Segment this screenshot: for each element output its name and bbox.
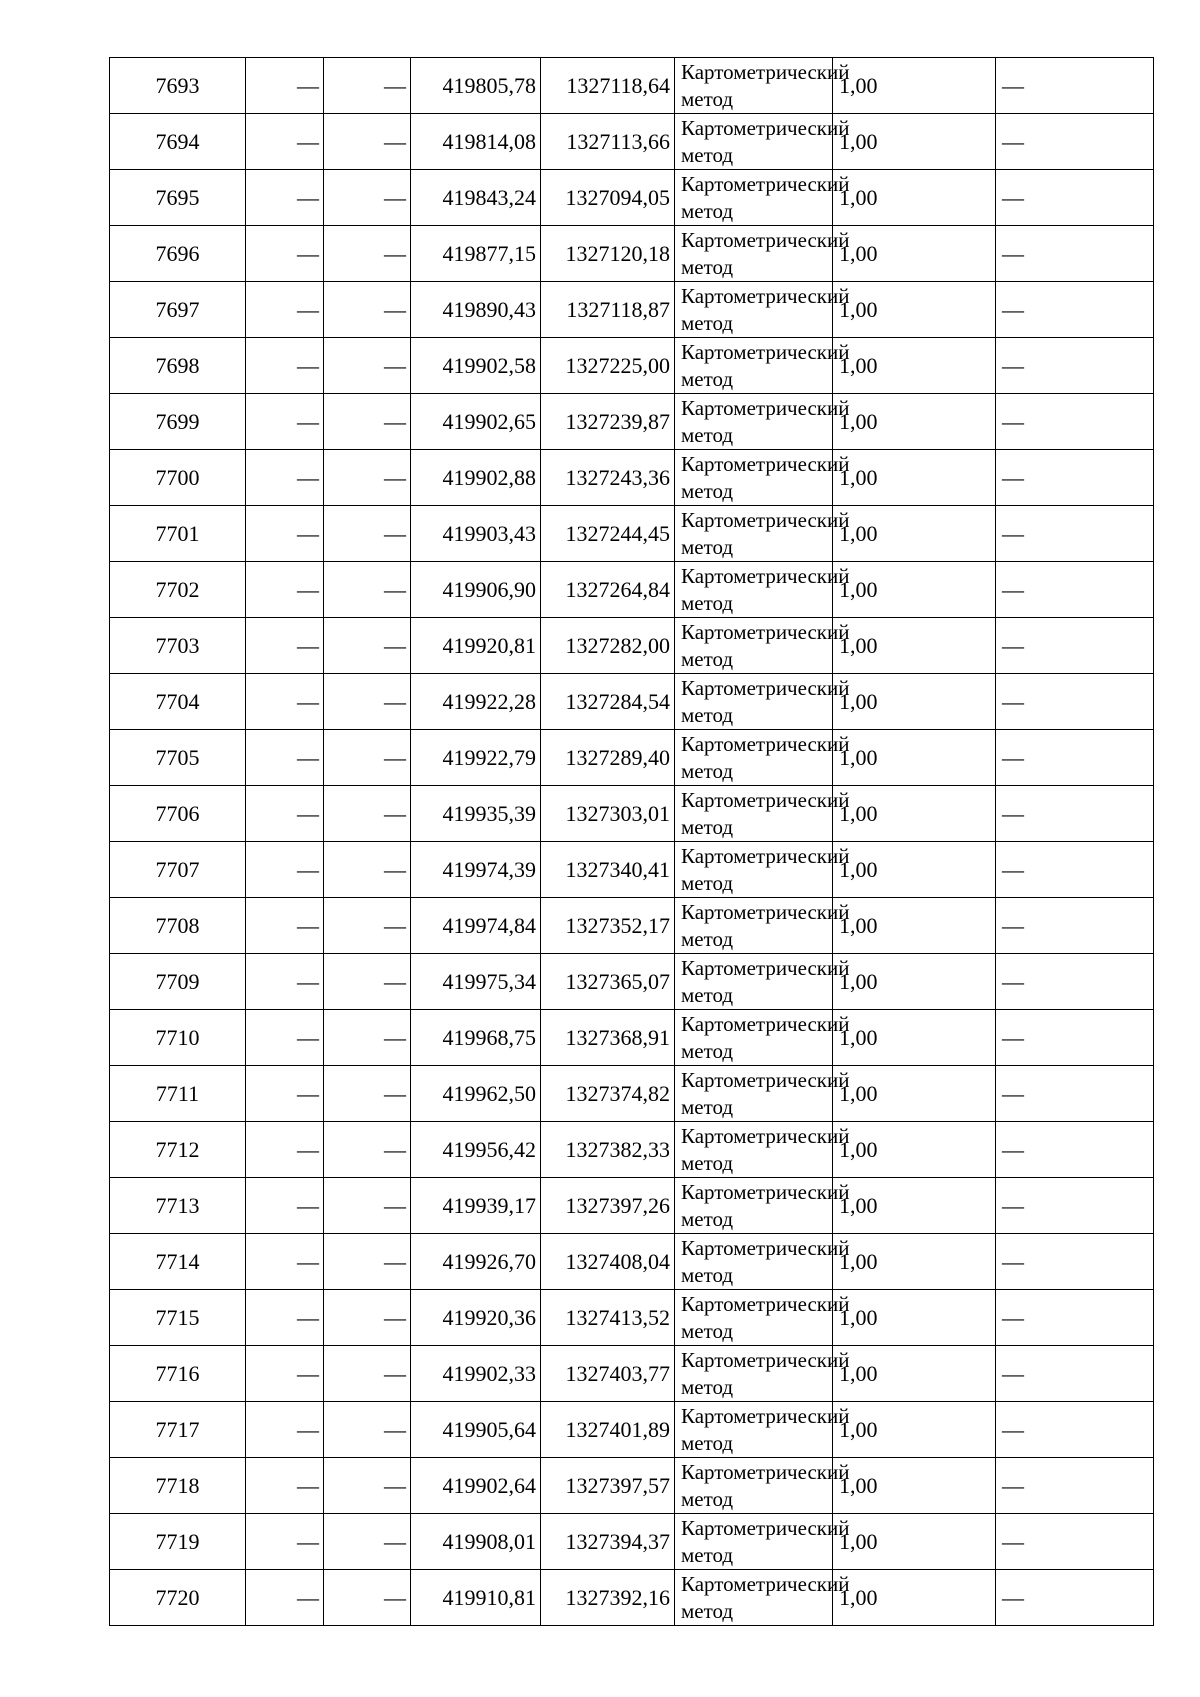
- point-number: 7716: [110, 1346, 246, 1402]
- table-row: [110, 338, 1154, 394]
- y-coordinate: 1327118,64: [541, 58, 675, 114]
- table-row: [110, 618, 1154, 674]
- x-coordinate: 419903,43: [411, 506, 541, 562]
- accuracy-value: 1,00: [833, 1234, 996, 1290]
- method-cell: Картометрический метод: [675, 1514, 833, 1570]
- method-cell: Картометрический метод: [675, 730, 833, 786]
- table-row: [110, 1458, 1154, 1514]
- table-row: [110, 506, 1154, 562]
- empty-value-cell: —: [246, 1234, 324, 1290]
- method-cell: Картометрический метод: [675, 338, 833, 394]
- empty-value-cell: —: [324, 1234, 411, 1290]
- table-row: [110, 1514, 1154, 1570]
- empty-value-cell: —: [324, 1514, 411, 1570]
- point-number: 7715: [110, 1290, 246, 1346]
- table-row: [110, 1346, 1154, 1402]
- x-coordinate: 419877,15: [411, 226, 541, 282]
- y-coordinate: 1327403,77: [541, 1346, 675, 1402]
- x-coordinate: 419902,65: [411, 394, 541, 450]
- accuracy-value: 1,00: [833, 1066, 996, 1122]
- method-cell: Картометрический метод: [675, 1122, 833, 1178]
- method-cell: Картометрический метод: [675, 58, 833, 114]
- method-cell: Картометрический метод: [675, 562, 833, 618]
- empty-value-cell: —: [246, 450, 324, 506]
- empty-value-cell: —: [246, 730, 324, 786]
- point-number: 7717: [110, 1402, 246, 1458]
- method-cell: Картометрический метод: [675, 1402, 833, 1458]
- x-coordinate: 419922,79: [411, 730, 541, 786]
- table-row: [110, 674, 1154, 730]
- y-coordinate: 1327368,91: [541, 1010, 675, 1066]
- table-row: [110, 394, 1154, 450]
- accuracy-value: 1,00: [833, 506, 996, 562]
- x-coordinate: 419926,70: [411, 1234, 541, 1290]
- empty-value-cell: —: [324, 114, 411, 170]
- x-coordinate: 419908,01: [411, 1514, 541, 1570]
- point-number: 7719: [110, 1514, 246, 1570]
- note-cell: —: [996, 786, 1154, 842]
- table-row: [110, 1122, 1154, 1178]
- point-number: 7708: [110, 898, 246, 954]
- table-row: [110, 226, 1154, 282]
- point-number: 7720: [110, 1570, 246, 1626]
- table-row: [110, 1066, 1154, 1122]
- table-row: [110, 450, 1154, 506]
- point-number: 7696: [110, 226, 246, 282]
- x-coordinate: 419905,64: [411, 1402, 541, 1458]
- accuracy-value: 1,00: [833, 954, 996, 1010]
- empty-value-cell: —: [246, 954, 324, 1010]
- x-coordinate: 419814,08: [411, 114, 541, 170]
- point-number: 7702: [110, 562, 246, 618]
- method-cell: Картометрический метод: [675, 1234, 833, 1290]
- y-coordinate: 1327397,57: [541, 1458, 675, 1514]
- point-number: 7699: [110, 394, 246, 450]
- empty-value-cell: —: [324, 1290, 411, 1346]
- note-cell: —: [996, 730, 1154, 786]
- empty-value-cell: —: [246, 114, 324, 170]
- y-coordinate: 1327303,01: [541, 786, 675, 842]
- x-coordinate: 419902,33: [411, 1346, 541, 1402]
- empty-value-cell: —: [324, 1066, 411, 1122]
- empty-value-cell: —: [246, 1178, 324, 1234]
- empty-value-cell: —: [246, 674, 324, 730]
- x-coordinate: 419939,17: [411, 1178, 541, 1234]
- point-number: 7711: [110, 1066, 246, 1122]
- empty-value-cell: —: [324, 954, 411, 1010]
- y-coordinate: 1327239,87: [541, 394, 675, 450]
- empty-value-cell: —: [246, 618, 324, 674]
- method-cell: Картометрический метод: [675, 618, 833, 674]
- point-number: 7707: [110, 842, 246, 898]
- accuracy-value: 1,00: [833, 898, 996, 954]
- note-cell: —: [996, 506, 1154, 562]
- point-number: 7693: [110, 58, 246, 114]
- x-coordinate: 419906,90: [411, 562, 541, 618]
- accuracy-value: 1,00: [833, 170, 996, 226]
- method-cell: Картометрический метод: [675, 394, 833, 450]
- note-cell: —: [996, 114, 1154, 170]
- empty-value-cell: —: [324, 1122, 411, 1178]
- empty-value-cell: —: [246, 226, 324, 282]
- point-number: 7713: [110, 1178, 246, 1234]
- point-number: 7695: [110, 170, 246, 226]
- accuracy-value: 1,00: [833, 1346, 996, 1402]
- empty-value-cell: —: [246, 1402, 324, 1458]
- point-number: 7712: [110, 1122, 246, 1178]
- empty-value-cell: —: [246, 1570, 324, 1626]
- empty-value-cell: —: [246, 170, 324, 226]
- x-coordinate: 419974,39: [411, 842, 541, 898]
- empty-value-cell: —: [324, 898, 411, 954]
- note-cell: —: [996, 1066, 1154, 1122]
- empty-value-cell: —: [246, 338, 324, 394]
- empty-value-cell: —: [324, 58, 411, 114]
- accuracy-value: 1,00: [833, 1402, 996, 1458]
- y-coordinate: 1327264,84: [541, 562, 675, 618]
- accuracy-value: 1,00: [833, 786, 996, 842]
- point-number: 7701: [110, 506, 246, 562]
- accuracy-value: 1,00: [833, 674, 996, 730]
- y-coordinate: 1327282,00: [541, 618, 675, 674]
- point-number: 7705: [110, 730, 246, 786]
- point-number: 7710: [110, 1010, 246, 1066]
- empty-value-cell: —: [246, 506, 324, 562]
- table-row: [110, 954, 1154, 1010]
- accuracy-value: 1,00: [833, 1458, 996, 1514]
- accuracy-value: 1,00: [833, 618, 996, 674]
- table-body: [110, 58, 1154, 1626]
- point-number: 7694: [110, 114, 246, 170]
- note-cell: —: [996, 1570, 1154, 1626]
- note-cell: —: [996, 1178, 1154, 1234]
- accuracy-value: 1,00: [833, 1290, 996, 1346]
- note-cell: —: [996, 394, 1154, 450]
- y-coordinate: 1327382,33: [541, 1122, 675, 1178]
- method-cell: Картометрический метод: [675, 898, 833, 954]
- method-cell: Картометрический метод: [675, 842, 833, 898]
- table-row: [110, 1178, 1154, 1234]
- y-coordinate: 1327394,37: [541, 1514, 675, 1570]
- note-cell: —: [996, 618, 1154, 674]
- note-cell: —: [996, 170, 1154, 226]
- method-cell: Картометрический метод: [675, 786, 833, 842]
- table-row: [110, 1010, 1154, 1066]
- method-cell: Картометрический метод: [675, 1066, 833, 1122]
- table-row: [110, 786, 1154, 842]
- point-number: 7704: [110, 674, 246, 730]
- empty-value-cell: —: [246, 898, 324, 954]
- accuracy-value: 1,00: [833, 1178, 996, 1234]
- accuracy-value: 1,00: [833, 1570, 996, 1626]
- empty-value-cell: —: [324, 1458, 411, 1514]
- accuracy-value: 1,00: [833, 338, 996, 394]
- empty-value-cell: —: [246, 282, 324, 338]
- table-row: [110, 1570, 1154, 1626]
- table-row: [110, 58, 1154, 114]
- empty-value-cell: —: [246, 1346, 324, 1402]
- empty-value-cell: —: [246, 562, 324, 618]
- empty-value-cell: —: [324, 226, 411, 282]
- note-cell: —: [996, 450, 1154, 506]
- table-row: [110, 842, 1154, 898]
- point-number: 7718: [110, 1458, 246, 1514]
- empty-value-cell: —: [246, 1514, 324, 1570]
- empty-value-cell: —: [246, 1122, 324, 1178]
- table-row: [110, 1290, 1154, 1346]
- table-row: [110, 1402, 1154, 1458]
- empty-value-cell: —: [246, 1066, 324, 1122]
- note-cell: —: [996, 1122, 1154, 1178]
- empty-value-cell: —: [324, 842, 411, 898]
- table-row: [110, 562, 1154, 618]
- x-coordinate: 419805,78: [411, 58, 541, 114]
- y-coordinate: 1327243,36: [541, 450, 675, 506]
- method-cell: Картометрический метод: [675, 954, 833, 1010]
- x-coordinate: 419962,50: [411, 1066, 541, 1122]
- x-coordinate: 419935,39: [411, 786, 541, 842]
- y-coordinate: 1327374,82: [541, 1066, 675, 1122]
- x-coordinate: 419920,81: [411, 618, 541, 674]
- empty-value-cell: —: [246, 1458, 324, 1514]
- empty-value-cell: —: [246, 786, 324, 842]
- x-coordinate: 419956,42: [411, 1122, 541, 1178]
- empty-value-cell: —: [246, 394, 324, 450]
- empty-value-cell: —: [246, 1290, 324, 1346]
- empty-value-cell: —: [324, 450, 411, 506]
- table-row: [110, 898, 1154, 954]
- empty-value-cell: —: [324, 562, 411, 618]
- empty-value-cell: —: [324, 1178, 411, 1234]
- note-cell: —: [996, 1514, 1154, 1570]
- method-cell: Картометрический метод: [675, 226, 833, 282]
- empty-value-cell: —: [324, 1010, 411, 1066]
- empty-value-cell: —: [324, 170, 411, 226]
- point-number: 7703: [110, 618, 246, 674]
- method-cell: Картометрический метод: [675, 1178, 833, 1234]
- empty-value-cell: —: [324, 282, 411, 338]
- table-row: [110, 730, 1154, 786]
- point-number: 7700: [110, 450, 246, 506]
- accuracy-value: 1,00: [833, 1122, 996, 1178]
- empty-value-cell: —: [324, 1402, 411, 1458]
- note-cell: —: [996, 674, 1154, 730]
- table-row: [110, 282, 1154, 338]
- y-coordinate: 1327413,52: [541, 1290, 675, 1346]
- table-row: [110, 170, 1154, 226]
- note-cell: —: [996, 282, 1154, 338]
- y-coordinate: 1327408,04: [541, 1234, 675, 1290]
- x-coordinate: 419910,81: [411, 1570, 541, 1626]
- note-cell: —: [996, 58, 1154, 114]
- empty-value-cell: —: [324, 786, 411, 842]
- empty-value-cell: —: [324, 730, 411, 786]
- y-coordinate: 1327244,45: [541, 506, 675, 562]
- table-row: [110, 1234, 1154, 1290]
- y-coordinate: 1327120,18: [541, 226, 675, 282]
- y-coordinate: 1327352,17: [541, 898, 675, 954]
- note-cell: —: [996, 1346, 1154, 1402]
- y-coordinate: 1327397,26: [541, 1178, 675, 1234]
- empty-value-cell: —: [324, 506, 411, 562]
- note-cell: —: [996, 954, 1154, 1010]
- empty-value-cell: —: [324, 1570, 411, 1626]
- coordinates-table: [109, 57, 1154, 1626]
- y-coordinate: 1327340,41: [541, 842, 675, 898]
- x-coordinate: 419902,64: [411, 1458, 541, 1514]
- x-coordinate: 419920,36: [411, 1290, 541, 1346]
- note-cell: —: [996, 1010, 1154, 1066]
- table-row: [110, 114, 1154, 170]
- y-coordinate: 1327113,66: [541, 114, 675, 170]
- empty-value-cell: —: [246, 58, 324, 114]
- note-cell: —: [996, 338, 1154, 394]
- note-cell: —: [996, 842, 1154, 898]
- note-cell: —: [996, 1290, 1154, 1346]
- point-number: 7709: [110, 954, 246, 1010]
- accuracy-value: 1,00: [833, 1514, 996, 1570]
- x-coordinate: 419902,88: [411, 450, 541, 506]
- y-coordinate: 1327284,54: [541, 674, 675, 730]
- method-cell: Картометрический метод: [675, 674, 833, 730]
- method-cell: Картометрический метод: [675, 170, 833, 226]
- x-coordinate: 419968,75: [411, 1010, 541, 1066]
- x-coordinate: 419975,34: [411, 954, 541, 1010]
- accuracy-value: 1,00: [833, 450, 996, 506]
- accuracy-value: 1,00: [833, 58, 996, 114]
- method-cell: Картометрический метод: [675, 450, 833, 506]
- note-cell: —: [996, 1234, 1154, 1290]
- empty-value-cell: —: [324, 618, 411, 674]
- accuracy-value: 1,00: [833, 282, 996, 338]
- empty-value-cell: —: [324, 1346, 411, 1402]
- method-cell: Картометрический метод: [675, 1346, 833, 1402]
- y-coordinate: 1327225,00: [541, 338, 675, 394]
- x-coordinate: 419974,84: [411, 898, 541, 954]
- note-cell: —: [996, 898, 1154, 954]
- accuracy-value: 1,00: [833, 562, 996, 618]
- method-cell: Картометрический метод: [675, 1010, 833, 1066]
- method-cell: Картометрический метод: [675, 282, 833, 338]
- point-number: 7706: [110, 786, 246, 842]
- method-cell: Картометрический метод: [675, 1290, 833, 1346]
- empty-value-cell: —: [324, 338, 411, 394]
- empty-value-cell: —: [324, 674, 411, 730]
- y-coordinate: 1327118,87: [541, 282, 675, 338]
- method-cell: Картометрический метод: [675, 114, 833, 170]
- empty-value-cell: —: [246, 842, 324, 898]
- point-number: 7714: [110, 1234, 246, 1290]
- note-cell: —: [996, 1402, 1154, 1458]
- note-cell: —: [996, 1458, 1154, 1514]
- note-cell: —: [996, 562, 1154, 618]
- empty-value-cell: —: [246, 1010, 324, 1066]
- method-cell: Картометрический метод: [675, 1570, 833, 1626]
- accuracy-value: 1,00: [833, 842, 996, 898]
- point-number: 7697: [110, 282, 246, 338]
- method-cell: Картометрический метод: [675, 506, 833, 562]
- note-cell: —: [996, 226, 1154, 282]
- y-coordinate: 1327401,89: [541, 1402, 675, 1458]
- point-number: 7698: [110, 338, 246, 394]
- accuracy-value: 1,00: [833, 226, 996, 282]
- y-coordinate: 1327094,05: [541, 170, 675, 226]
- y-coordinate: 1327392,16: [541, 1570, 675, 1626]
- y-coordinate: 1327365,07: [541, 954, 675, 1010]
- accuracy-value: 1,00: [833, 730, 996, 786]
- accuracy-value: 1,00: [833, 1010, 996, 1066]
- y-coordinate: 1327289,40: [541, 730, 675, 786]
- x-coordinate: 419843,24: [411, 170, 541, 226]
- x-coordinate: 419922,28: [411, 674, 541, 730]
- empty-value-cell: —: [324, 394, 411, 450]
- accuracy-value: 1,00: [833, 114, 996, 170]
- x-coordinate: 419890,43: [411, 282, 541, 338]
- x-coordinate: 419902,58: [411, 338, 541, 394]
- accuracy-value: 1,00: [833, 394, 996, 450]
- method-cell: Картометрический метод: [675, 1458, 833, 1514]
